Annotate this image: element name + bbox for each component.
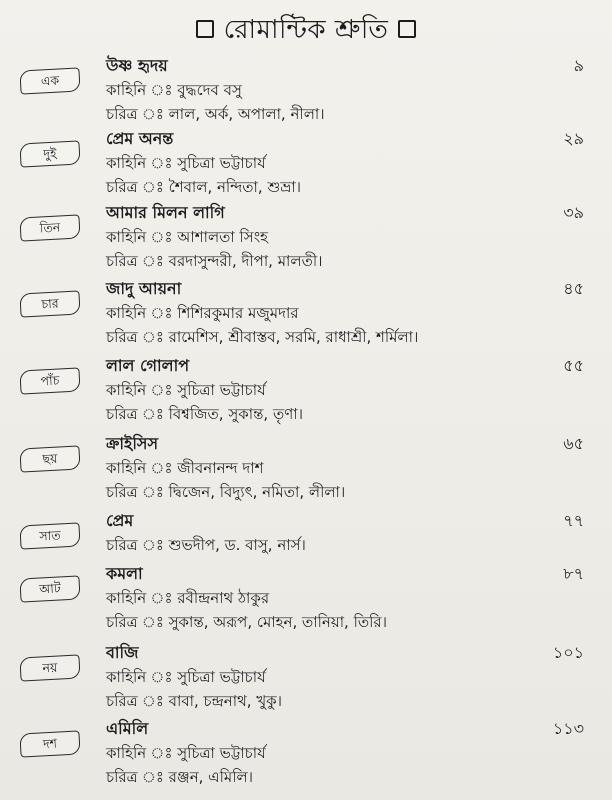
author-line: কাহিনি ঃ বুদ্ধদেব বসু: [106, 81, 242, 99]
author-line: কাহিনি ঃ রবীন্দ্রনাথ ঠাকুর: [106, 589, 270, 607]
characters-line: চরিত্র ঃ বাবা, চন্দ্রনাথ, খুকু।: [106, 692, 283, 710]
characters-line: চরিত্র ঃ শুভদীপ, ড. বাসু, নার্স।: [106, 536, 306, 554]
page-number: ৯: [573, 56, 584, 75]
author-line: কাহিনি ঃ সুচিত্রা ভট্টাচার্য: [106, 381, 266, 399]
author-line: কাহিনি ঃ সুচিত্রা ভট্টাচার্য: [106, 744, 266, 762]
toc-entry: [0, 278, 612, 350]
square-bullet-icon: [196, 20, 214, 38]
page-number: ১০১: [552, 643, 584, 662]
page-title-text: রোমান্টিক শ্রুতি: [223, 15, 389, 45]
entry-number-badge: সাত: [19, 522, 80, 549]
story-title: প্রেম: [106, 511, 134, 530]
characters-line: চরিত্র ঃ রঞ্জন, এমিলি।: [106, 768, 254, 786]
entry-number-badge: চার: [19, 290, 80, 317]
story-title: উষ্ণ হৃদয়: [106, 56, 168, 75]
toc-entry: [0, 563, 612, 635]
square-bullet-icon: [398, 20, 416, 38]
toc-entry: [0, 433, 612, 505]
toc-entry: [0, 55, 612, 127]
author-line: কাহিনি ঃ সুচিত্রা ভট্টাচার্য: [106, 154, 266, 172]
toc-entry: [0, 718, 612, 790]
entry-number-badge: পাঁচ: [19, 367, 80, 394]
author-line: কাহিনি ঃ সুচিত্রা ভট্টাচার্য: [106, 668, 266, 686]
page-number: ৫৫: [563, 356, 584, 375]
entry-number-badge: দশ: [19, 730, 80, 757]
characters-line: চরিত্র ঃ বিশ্বজিত, সুকান্ত, তৃণা।: [106, 405, 303, 423]
story-title: জাদু আয়না: [106, 279, 182, 298]
author-line: কাহিনি ঃ শিশিরকুমার মজুমদার: [106, 304, 299, 322]
page-number: ৬৫: [563, 434, 584, 453]
entry-number-badge: তিন: [19, 214, 80, 241]
characters-line: চরিত্র ঃ বরদাসুন্দরী, দীপা, মালতী।: [106, 252, 323, 270]
entry-number-badge: নয়: [19, 654, 80, 681]
characters-line: চরিত্র ঃ রামেশিস, শ্রীবাস্তব, সরমি, রাধাশ্রী, শর্মিলা।: [106, 328, 419, 346]
author-line: কাহিনি ঃ আশালতা সিংহ: [106, 228, 269, 246]
toc-entry: [0, 128, 612, 200]
page-number: ১১৩: [552, 719, 584, 738]
toc-entry: [0, 355, 612, 427]
entry-number-badge: আট: [19, 575, 80, 602]
story-title: প্রেম অনন্ত: [106, 129, 174, 148]
story-title: এমিলি: [106, 719, 149, 738]
story-title: ক্রাইসিস: [106, 434, 159, 453]
story-title: লাল গোলাপ: [106, 356, 190, 375]
entry-number-badge: দুই: [19, 140, 80, 167]
page-number: ৮৭: [563, 564, 584, 583]
page-number: ৪৫: [563, 279, 584, 298]
author-line: কাহিনি ঃ জীবনানন্দ দাশ: [106, 459, 264, 477]
page-number: ৭৭: [563, 511, 584, 530]
entry-number-badge: এক: [19, 67, 80, 94]
characters-line: চরিত্র ঃ লাল, অর্ক, অপালা, নীলা।: [106, 105, 325, 123]
story-title: আমার মিলন লাগি: [106, 203, 225, 222]
characters-line: চরিত্র ঃ দ্বিজেন, বিদ্যুৎ, নমিতা, লীলা।: [106, 483, 346, 501]
toc-entry: [0, 202, 612, 274]
characters-line: চরিত্র ঃ সুকান্ত, অরূপ, মোহন, তানিয়া, তিরি।: [106, 613, 388, 631]
story-title: বাজি: [106, 643, 139, 662]
page-number: ২৯: [563, 129, 584, 148]
page-number: ৩৯: [563, 203, 584, 222]
characters-line: চরিত্র ঃ শৈবাল, নন্দিতা, শুভ্রা।: [106, 178, 302, 196]
page-title: [0, 10, 612, 50]
toc-entry: [0, 642, 612, 714]
entry-number-badge: ছয়: [19, 445, 80, 472]
story-title: কমলা: [106, 564, 143, 583]
